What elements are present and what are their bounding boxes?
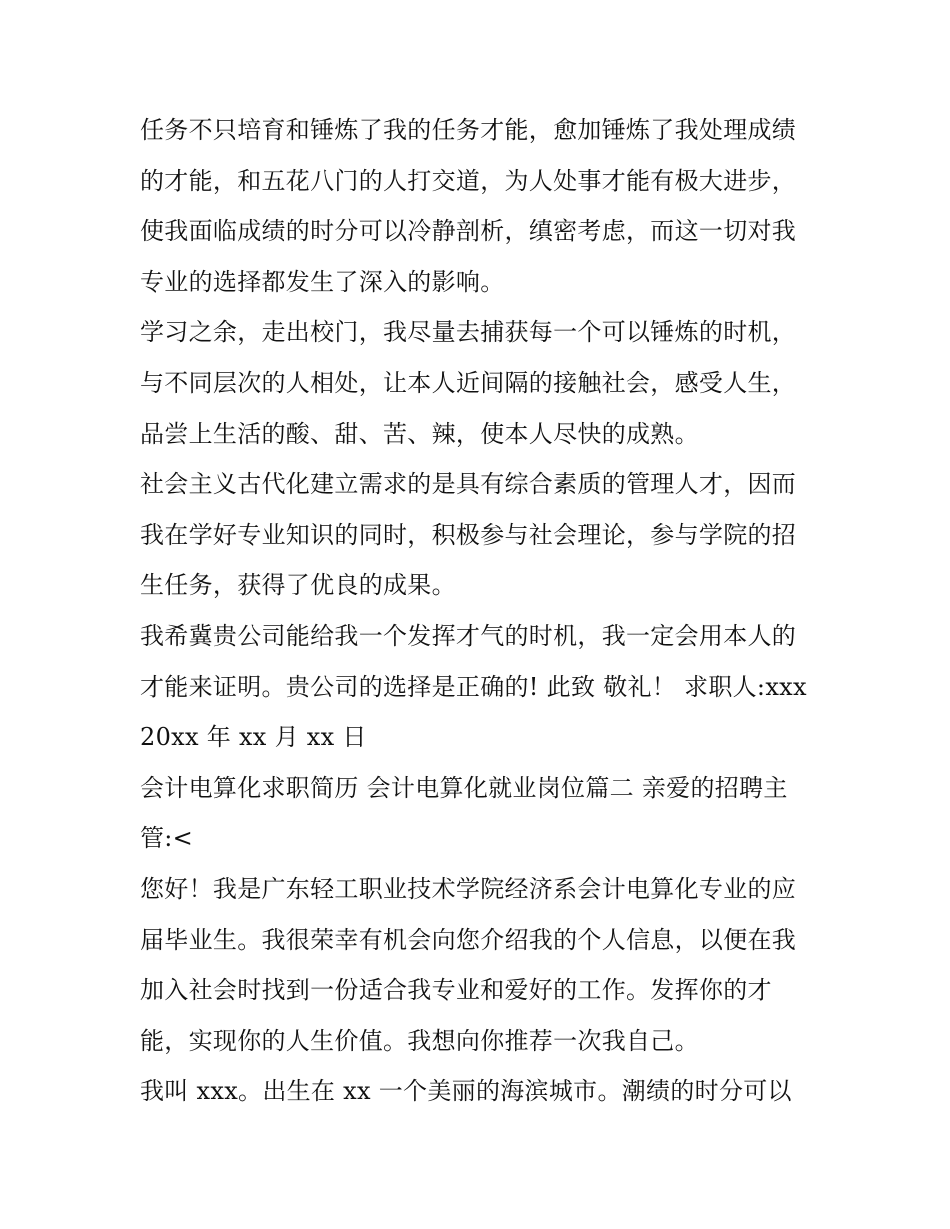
text-line: 才能来证明。贵公司的选择是正确的! 此致 敬礼！ 求职人:xxx [140, 672, 807, 701]
text-line: 我在学好专业知识的同时，积极参与社会理论，参与学院的招 [140, 520, 797, 549]
text-line: 加入社会时找到一份适合我专业和爱好的工作。发挥你的才 [140, 976, 772, 1005]
text-line: 任务不只培育和锤炼了我的任务才能，愈加锤炼了我处理成绩 [140, 116, 797, 144]
text-line: 品尝上生活的酸、甜、苦、辣，使本人尽快的成熟。 [140, 419, 699, 448]
text-line: 能，实现你的人生价值。我想向你推荐一次我自己。 [140, 1026, 699, 1055]
document-body [140, 105, 820, 1117]
text-line: 我希冀贵公司能给我一个发挥才气的时机，我一定会用本人的 [140, 621, 797, 650]
text-line: 生任务，获得了优良的成果。 [140, 571, 456, 600]
text-line: 20xx 年 xx 月 xx 日 [140, 723, 367, 752]
text-line: 管:< [140, 824, 194, 853]
text-line: 专业的选择都发生了深入的影响。 [140, 267, 505, 296]
text-line: 届毕业生。我很荣幸有机会向您介绍我的个人信息，以便在我 [140, 925, 797, 954]
text-line: 使我面临成绩的时分可以冷静剖析，缜密考虑，而这一切对我 [140, 217, 797, 246]
text-line: 的才能，和五花八门的人打交道，为人处事才能有极大进步， [140, 166, 797, 195]
text-line: 与不同层次的人相处，让本人近间隔的接触社会，感受人生， [140, 368, 797, 397]
text-line: 我叫 xxx。出生在 xx 一个美丽的海滨城市。潮绩的时分可以 [140, 1077, 792, 1106]
text-line: 学习之余，走出校门，我尽量去捕获每一个可以锤炼的时机， [140, 318, 797, 347]
text-line: 社会主义古代化建立需求的是具有综合素质的管理人才，因而 [140, 470, 797, 499]
text-line: 会计电算化求职简历 会计电算化就业岗位篇二 亲爱的招聘主 [140, 773, 788, 802]
text-line: 您好！我是广东轻工职业技术学院经济系会计电算化专业的应 [140, 874, 797, 903]
